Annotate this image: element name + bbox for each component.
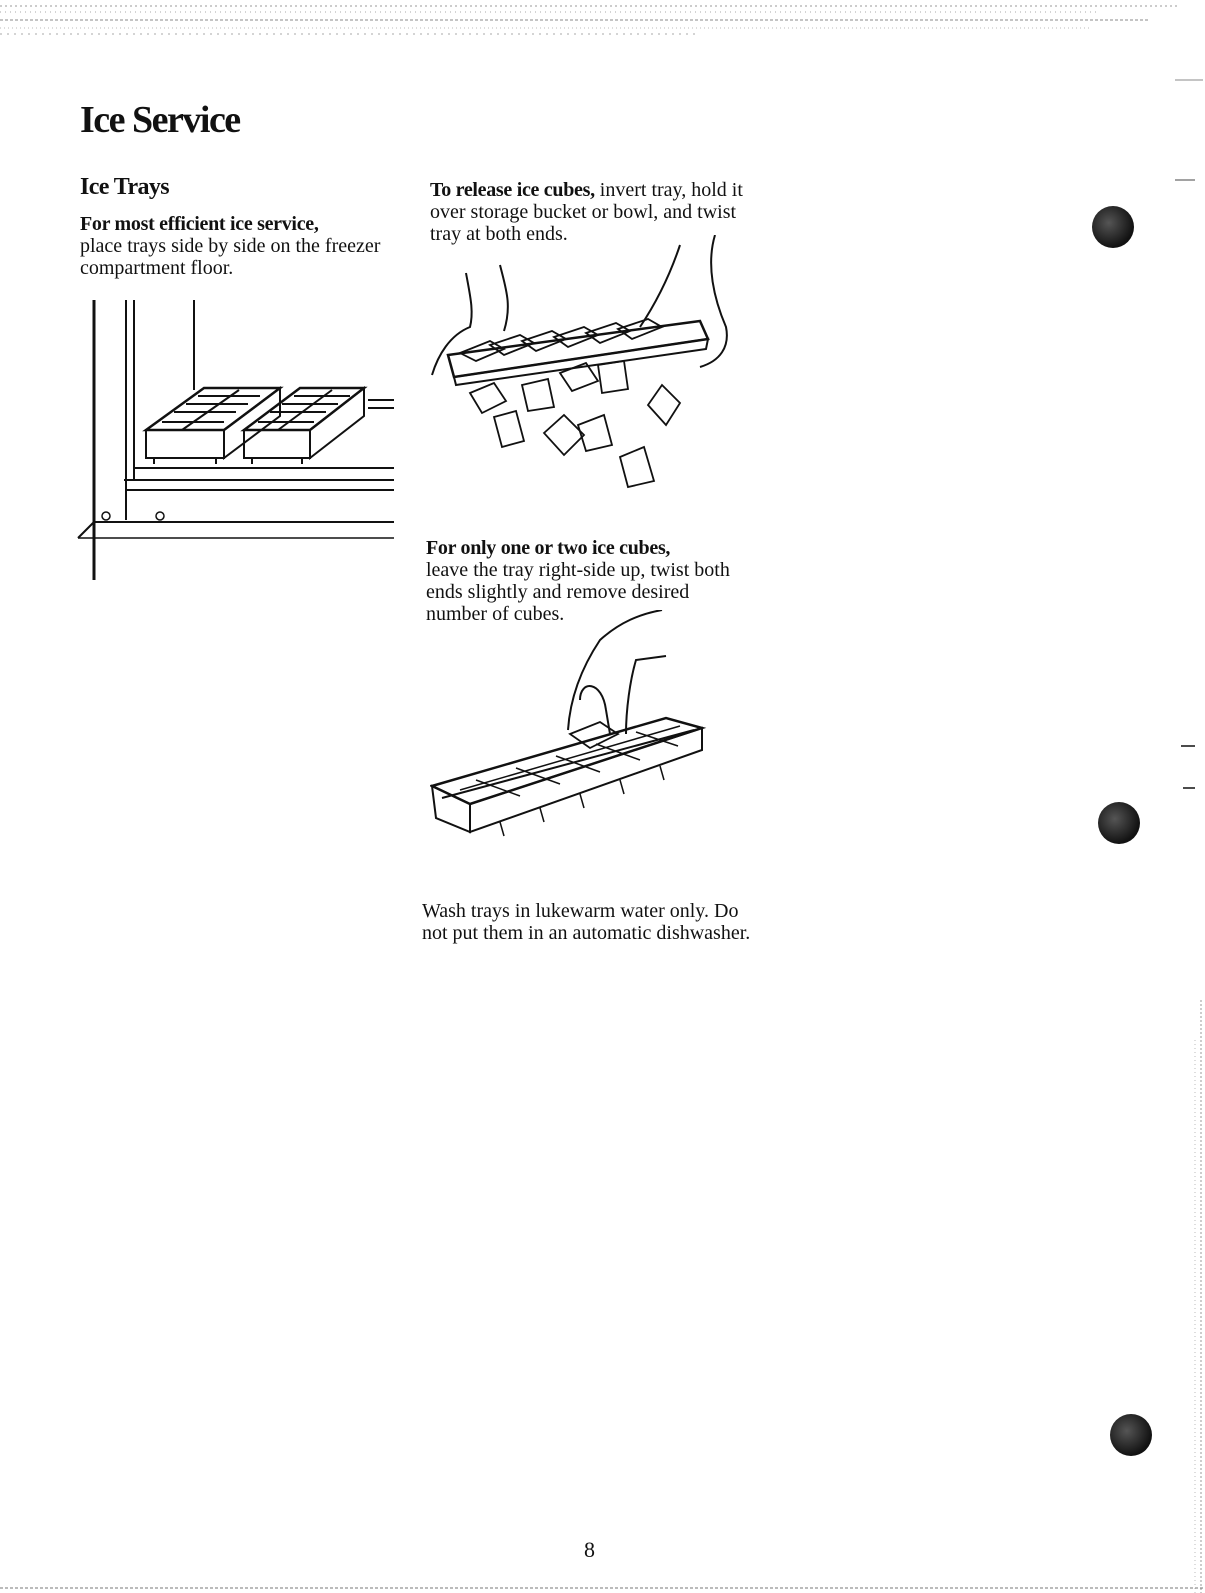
release-cubes-lead: To release ice cubes, bbox=[430, 179, 595, 201]
binder-hole-middle bbox=[1098, 802, 1140, 844]
section-heading-ice-trays: Ice Trays bbox=[80, 174, 170, 200]
release-cubes-body: invert tray, hold it over storage bucket or bowl, and twist tray at both ends. bbox=[430, 179, 743, 245]
one-or-two-cubes-body: leave the tray right-side up, twist both ends slightly and remove desired number of cubes. bbox=[426, 559, 730, 625]
trays-on-freezer-floor-illustration bbox=[74, 300, 404, 590]
efficient-service-paragraph bbox=[80, 213, 400, 279]
falling-ice-cubes bbox=[470, 361, 680, 487]
ice-tray-left bbox=[146, 388, 280, 464]
remove-single-cube-illustration bbox=[430, 610, 720, 870]
page-number: 8 bbox=[584, 1537, 595, 1562]
scan-noise-right-edge bbox=[1135, 60, 1205, 1593]
scan-noise-bottom-edge bbox=[0, 1586, 1205, 1590]
one-or-two-cubes-lead: For only one or two ice cubes, bbox=[426, 537, 671, 559]
page-title: Ice Service bbox=[80, 99, 240, 141]
release-ice-cubes-illustration bbox=[430, 235, 760, 495]
binder-hole-top bbox=[1092, 206, 1134, 248]
wash-trays-paragraph: Wash trays in lukewarm water only. Do not put them in an automatic dishwasher. bbox=[422, 900, 751, 944]
scan-noise-top bbox=[0, 0, 1205, 42]
efficient-service-lead: For most efficient ice service, bbox=[80, 213, 319, 235]
upright-tray-cells bbox=[460, 726, 680, 796]
ice-tray-right bbox=[244, 388, 364, 464]
efficient-service-body: place trays side by side on the freezer compartment floor. bbox=[80, 235, 381, 279]
